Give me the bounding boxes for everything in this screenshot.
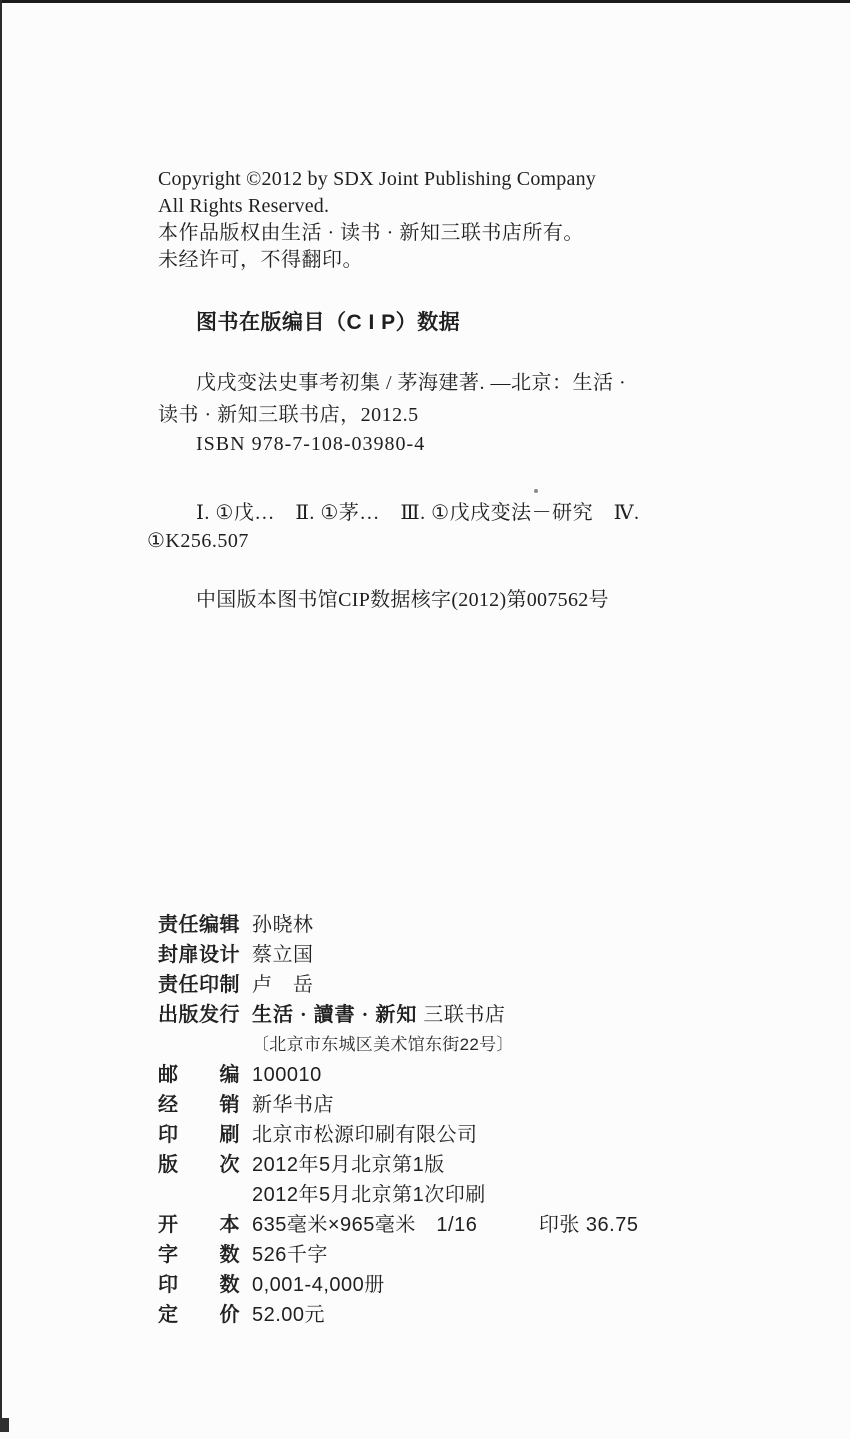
publisher-address: 〔北京市东城区美术馆东街22号〕: [252, 1035, 514, 1054]
colophon-value: 635毫米×965毫米 1/16 印张 36.75: [252, 1214, 639, 1236]
colophon-value: 100010: [252, 1064, 322, 1086]
colophon-row-printing: [158, 1180, 798, 1210]
publisher-logotype: 生活 · 讀書 · 新知: [252, 1004, 418, 1026]
copyright-line-chinese: 本作品版权由生活 · 读书 · 新知三联书店所有。: [158, 222, 584, 244]
colophon-value: 蔡立国: [252, 944, 314, 966]
cip-record-number: 中国版本图书馆CIP数据核字(2012)第007562号: [196, 589, 609, 611]
cip-entry-line1: 戊戌变法史事考初集 / 茅海建著. —北京：生活 ·: [196, 372, 627, 394]
colophon-row-format: [158, 1210, 798, 1240]
colophon-value: 孙晓林: [252, 914, 314, 936]
colophon-label: 封扉设计: [158, 944, 240, 966]
colophon-row-distributor: [158, 1090, 798, 1120]
colophon-value: 0,001-4,000册: [252, 1274, 385, 1296]
colophon-row-edition: [158, 1150, 798, 1180]
colophon-value: 卢 岳: [252, 974, 314, 996]
scan-left-edge: [0, 0, 2, 1432]
colophon-row-postcode: [158, 1060, 798, 1090]
colophon-row-printer: [158, 1120, 798, 1150]
no-reprint-line: 未经许可，不得翻印。: [158, 249, 363, 271]
colophon-label: 定 价: [158, 1304, 240, 1326]
colophon-value: 2012年5月北京第1版: [252, 1154, 445, 1176]
colophon-row-print-run: [158, 1270, 798, 1300]
cip-header: 图书在版编目（C I P）数据: [196, 311, 461, 334]
colophon-value: 2012年5月北京第1次印刷: [252, 1184, 486, 1206]
colophon-value: 北京市松源印刷有限公司: [252, 1124, 478, 1146]
scan-top-edge: [0, 0, 850, 3]
colophon-label: 字 数: [158, 1244, 240, 1266]
copyright-block: [158, 166, 718, 274]
cip-classification-line2: ①K256.507: [147, 530, 249, 552]
colophon-label: 邮 编: [158, 1064, 240, 1086]
colophon-value: 新华书店: [252, 1094, 334, 1116]
scan-corner-mark: [0, 1418, 9, 1432]
isbn-number: ISBN 978-7-108-03980-4: [196, 433, 426, 455]
cip-classification-line1: Ⅰ. ①戊… Ⅱ. ①茅… Ⅲ. ①戊戌变法－研究 Ⅳ.: [196, 502, 640, 524]
scan-artifact-dot: [534, 489, 538, 493]
colophon-row-address: [158, 1030, 798, 1060]
colophon-label: 出版发行: [158, 1004, 240, 1026]
colophon-row-price: [158, 1300, 798, 1330]
colophon-label: 版 次: [158, 1154, 240, 1176]
colophon-label: 印 数: [158, 1274, 240, 1296]
colophon-block: [158, 910, 798, 1330]
colophon-row-editor: [158, 910, 798, 940]
colophon-label: 印 刷: [158, 1124, 240, 1146]
colophon-value: 526千字: [252, 1244, 328, 1266]
cip-entry-line2: 读书 · 新知三联书店，2012.5: [158, 404, 419, 426]
colophon-row-wordcount: [158, 1240, 798, 1270]
colophon-row-print-supervisor: [158, 970, 798, 1000]
colophon-label: 开 本: [158, 1214, 240, 1236]
copyright-line-english: Copyright ©2012 by SDX Joint Publishing Company: [158, 168, 596, 190]
colophon-label: 经 销: [158, 1094, 240, 1116]
colophon-row-cover-design: [158, 940, 798, 970]
colophon-row-publisher: [158, 1000, 798, 1030]
colophon-label: 责任印制: [158, 974, 240, 996]
publisher-name: 三联书店: [423, 1004, 506, 1026]
rights-reserved-line: All Rights Reserved.: [158, 195, 330, 217]
colophon-label: 责任编辑: [158, 914, 240, 936]
colophon-value: 52.00元: [252, 1304, 326, 1326]
